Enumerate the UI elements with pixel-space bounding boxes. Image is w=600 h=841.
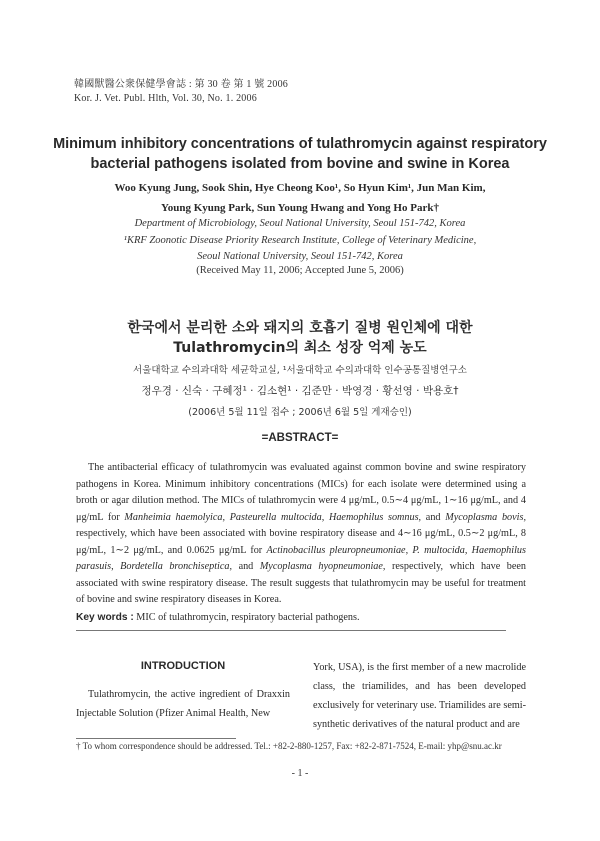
introduction-left-column [76, 685, 290, 723]
paper-title-line-2: bacterial pathogens isolated from bovine and swine in Korea [90, 156, 510, 172]
author-line-1: Woo Kyung Jung, Sook Shin, Hye Cheong Koo¹, So Hyun Kim¹, Jun Man Kim, [114, 182, 486, 194]
author-list [40, 178, 560, 218]
affiliation-line-2: ¹KRF Zoonotic Disease Priority Research Institute, College of Veterinary Medicine, [123, 234, 477, 246]
abstract-organisms-4: Mycoplasma hyopneumoniae, [259, 561, 386, 572]
abstract-organisms-1: Manheimia haemolyica, Pasteurella multocida, Haemophilus somnus, [124, 511, 422, 523]
affiliations [60, 216, 540, 266]
abstract-heading: =ABSTRACT= [261, 432, 339, 444]
korean-received-dates: (2006년 5월 11일 접수 ; 2006년 6월 5일 게재승인) [188, 407, 412, 418]
received-dates: (Received May 11, 2006; Accepted June 5, 2006) [196, 265, 404, 276]
abstract-body [76, 460, 526, 609]
korean-authors: 정우경 · 신숙 · 구혜정¹ · 김소현¹ · 김준만 · 박영경 · 황선영 · 박용호† [141, 385, 459, 397]
korean-title [40, 318, 560, 358]
introduction-left-text: Tulathromycin, the active ingredient of Draxxin Injectable Solution (Pfizer Animal Health, New [76, 689, 290, 719]
introduction-right-column [313, 658, 526, 734]
keywords-text: MIC of tulathromycin, respiratory bacterial pathogens. [133, 612, 360, 623]
abstract-organisms-3: Actinobacillus pleuropneumoniae, P. multocida, Haemophilus parasuis, Bordetella bronchiseptica, [76, 544, 526, 572]
korean-title-line-1: 한국에서 분리한 소와 돼지의 호흡기 질병 원인체에 대한 [127, 320, 473, 336]
abstract-text-4: and [232, 561, 260, 572]
abstract-text-2: and [421, 511, 446, 523]
affiliation-line-3: Seoul National University, Seoul 151-742, Korea [197, 251, 403, 262]
journal-header [74, 78, 288, 106]
keywords-label: Key words : [76, 612, 134, 623]
footnote-divider [76, 738, 236, 739]
paper-title-line-1: Minimum inhibitory concentrations of tulathromycin against respiratory [53, 136, 547, 152]
keywords-divider [76, 630, 506, 631]
korean-affiliation: 서울대학교 수의과대학 세균학교실, ¹서울대학교 수의과대학 인수공통질병연구소 [133, 365, 467, 376]
abstract-paragraph [76, 460, 526, 609]
abstract-text-1: The antibacterial efficacy of tulathromycin was evaluated against common bovine and swine respiratory pathogens in Korea. Minimum inhibitory concentrations (MICs) for each isolate were determined using a broth or agar dilution method. The MICs of tulathromycin were 4 μg/mL, 0.5∼4 μg/mL, 1∼16 μg/mL, and 4 μg/mL for [76, 462, 526, 523]
page-number: - 1 - [291, 768, 309, 779]
journal-header-english: Kor. J. Vet. Publ. Hlth, Vol. 30, No. 1. 2006 [74, 93, 257, 104]
correspondence-footnote: † To whom correspondence should be addressed. Tel.: +82-2-880-1257, Fax: +82-2-871-7524, E-mail: yhp@snu.ac.kr [76, 741, 502, 751]
korean-title-line-2: Tulathromycin의 최소 성장 억제 농도 [173, 340, 427, 356]
abstract-text-5: respectively, which have been associated with swine respiratory disease. The result suggests that tulathromycin may be useful for treatment of bovine and swine respiratory diseases in Korea. [76, 561, 527, 605]
introduction-right-text: York, USA), is the first member of a new macrolide class, the triamilides, and has been developed exclusively for veterinary use. Triamilides are semi-synthetic derivatives of the natural product and are [313, 662, 526, 730]
keywords [76, 612, 526, 623]
abstract-organisms-2: Mycoplasma bovis, [445, 511, 527, 523]
paper-title [40, 134, 560, 174]
abstract-text-3: respectively, which have been associated with bovine respiratory disease and 4∼16 μg/mL, 0.5∼2 μg/mL, 8 μg/mL, 1∼2 μg/mL, and 0.0625 μg/mL for [76, 528, 526, 556]
journal-header-korean: 韓國獸醫公衆保健學會誌 : 第 30 卷 第 1 號 2006 [74, 79, 288, 90]
author-line-2: Young Kyung Park, Sun Young Hwang and Yong Ho Park† [161, 202, 439, 214]
introduction-heading: INTRODUCTION [140, 660, 226, 672]
affiliation-line-1: Department of Microbiology, Seoul National University, Seoul 151-742, Korea [134, 218, 466, 229]
